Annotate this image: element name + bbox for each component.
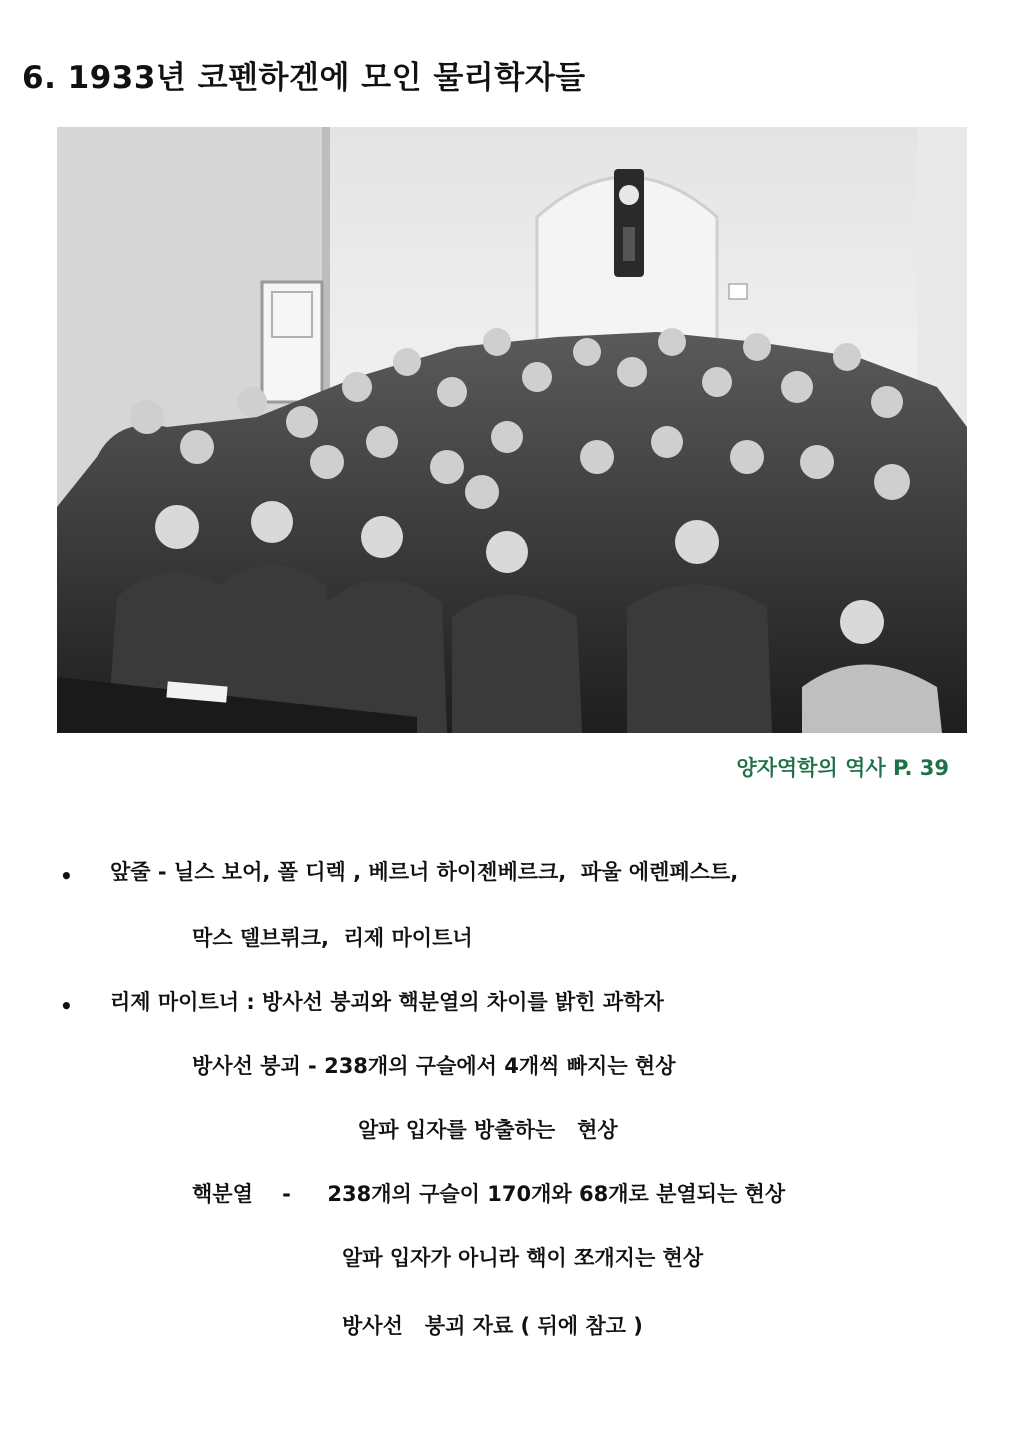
group-photo [57,127,967,733]
bullet-2-line-2: 방사선 붕괴 - 238개의 구슬에서 4개씩 빠지는 현상 [192,1054,676,1078]
bullet-1-line-2: 막스 델브뤼크, 리제 마이트너 [192,926,473,950]
group-photo-image [57,127,967,733]
wall-clock-icon [614,169,644,277]
bullet-2-line-3: 알파 입자를 방출하는 현상 [358,1118,618,1142]
page-title: 6. 1933년 코펜하겐에 모인 물리학자들 [22,60,586,96]
bullet-2-line-1: 리제 마이트너 : 방사선 붕괴와 핵분열의 차이를 밝힌 과학자 [110,990,664,1014]
bullet-2-line-4: 핵분열 - 238개의 구슬이 170개와 68개로 분열되는 현상 [192,1182,786,1206]
bullet-2-line-6: 방사선 붕괴 자료 ( 뒤에 참고 ) [342,1314,643,1338]
bullet-1-line-1: 앞줄 - 닐스 보어, 폴 디렉 , 베르너 하이젠베르크, 파울 에렌페스트, [110,860,739,884]
photo-caption: 양자역학의 역사 P. 39 [736,756,949,780]
bullet-marker: • [60,994,73,1018]
bullet-2-line-5: 알파 입자가 아니라 핵이 쪼개지는 현상 [342,1246,704,1270]
bullet-marker: • [60,864,73,888]
